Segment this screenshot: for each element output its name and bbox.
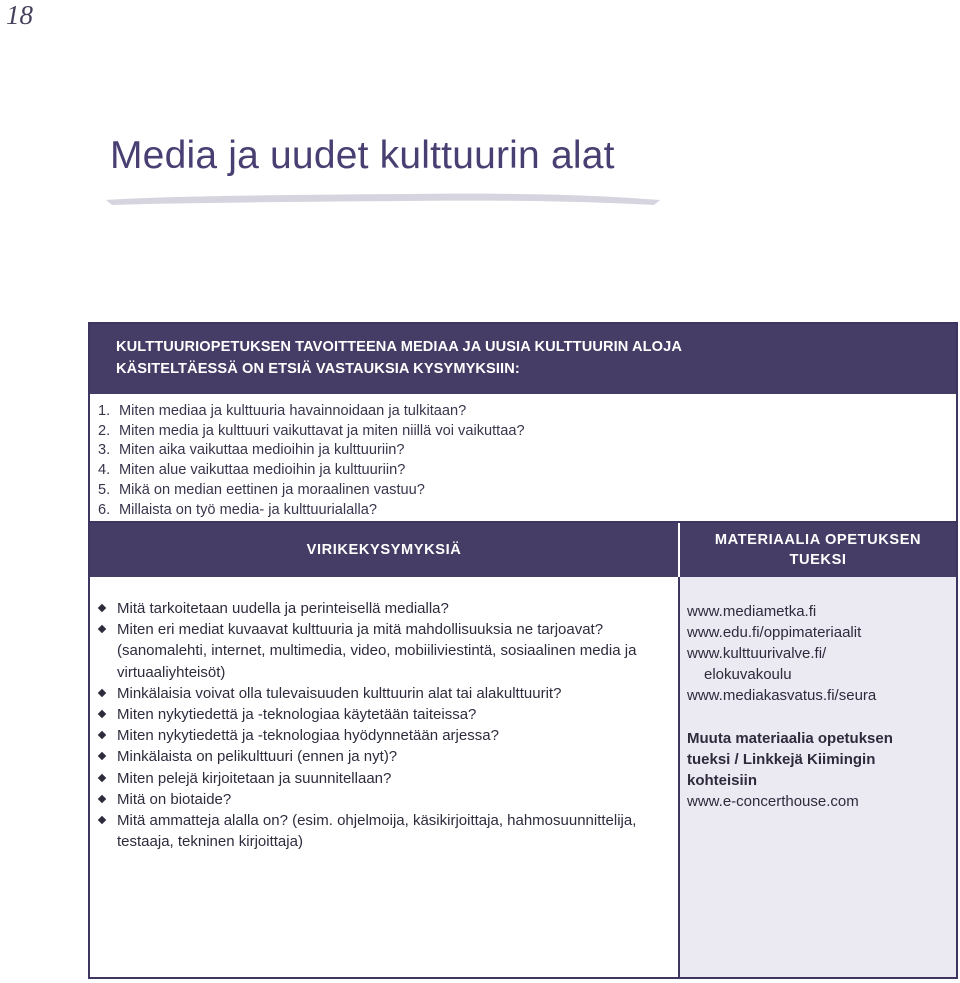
page-title: Media ja uudet kulttuurin alat — [110, 134, 615, 177]
title-underline-brushstroke — [104, 188, 664, 210]
prompt-item: Mitä tarkoitetaan uudella ja perinteisellä medialla? — [97, 598, 678, 619]
question-item: 5. Mikä on median eettinen ja moraalinen vastuu? — [98, 481, 425, 498]
diamond-bullet-icon — [98, 816, 106, 824]
material-link[interactable]: www.e-concerthouse.com — [687, 793, 859, 810]
diamond-bullet-icon — [98, 604, 106, 612]
prompts-column — [90, 577, 678, 977]
material-link[interactable]: www.mediakasvatus.fi/seura — [687, 687, 877, 704]
objectives-header — [90, 324, 956, 394]
question-item: 3. Miten aika vaikuttaa medioihin ja kulttuuriin? — [98, 442, 405, 459]
question-item: 4. Miten alue vaikuttaa medioihin ja kulttuuriin? — [98, 462, 406, 479]
prompts-header: VIRIKEKYSYMYKSIÄ — [306, 542, 462, 558]
material-link[interactable]: www.kulttuurivalve.fi/ — [687, 645, 827, 662]
prompt-item: Miten nykytiedettä ja -teknologiaa käytetään taiteissa? — [97, 704, 678, 725]
prompt-item: Mitä on biotaide? — [97, 789, 678, 810]
prompt-item: Minkälaista on pelikulttuuri (ennen ja nyt)? — [97, 746, 678, 767]
material-link[interactable]: www.mediametka.fi — [687, 603, 817, 620]
diamond-bullet-icon — [98, 710, 106, 718]
question-item: 6. Millaista on työ media- ja kulttuurialalla? — [98, 501, 377, 518]
question-item: 1. Miten mediaa ja kulttuuria havainnoidaan ja tulkitaan? — [98, 403, 467, 419]
diamond-bullet-icon — [98, 625, 106, 633]
materials-header-line2: TUEKSI — [789, 552, 847, 568]
question-item: 2. Miten media ja kulttuuri vaikuttavat ja miten niillä voi vaikuttaa? — [98, 422, 525, 439]
objective-questions-list — [90, 394, 956, 520]
diamond-bullet-icon — [98, 795, 106, 803]
prompt-item: Miten eri mediat kuvaavat kulttuuria ja mitä mahdollisuuksia ne tarjoavat? (sanomalehti, internet, multimedia, video, mobiiliviestintä, sosiaalinen media ja virtuaaliyhteisöt) — [97, 619, 678, 683]
diamond-bullet-icon — [98, 689, 106, 697]
objectives-header-line2: KÄSITELTÄESSÄ ON ETSIÄ VASTAUKSIA KYSYMYKSIIN: — [116, 361, 520, 377]
materials-header-line1: MATERIAALIA OPETUKSEN — [714, 532, 922, 548]
material-link-continuation[interactable]: elokuvakoulu — [704, 666, 792, 683]
materials-header — [678, 523, 956, 577]
prompt-item: Miten nykytiedettä ja -teknologiaa hyödynnetään arjessa? — [97, 725, 678, 746]
objectives-box — [88, 322, 958, 523]
diamond-bullet-icon — [98, 773, 106, 781]
content-row — [88, 577, 958, 979]
section-header-row — [88, 523, 958, 577]
prompts-list — [97, 598, 678, 852]
diamond-bullet-icon — [98, 731, 106, 739]
diamond-bullet-icon — [98, 752, 106, 760]
prompt-item: Mitä ammatteja alalla on? (esim. ohjelmoija, käsikirjoittaja, hahmosuunnittelija, testaaja, tekninen kirjoittaja) — [97, 810, 678, 852]
prompt-item: Miten pelejä kirjoitetaan ja suunnitellaan? — [97, 768, 678, 789]
material-link[interactable]: www.edu.fi/oppimateriaalit — [687, 624, 862, 641]
page-number: 18 — [6, 0, 33, 30]
other-materials-heading: Muuta materiaalia opetuksen tueksi / Linkkejä Kiimingin kohteisiin — [687, 730, 893, 789]
materials-column — [678, 577, 956, 977]
prompt-item: Minkälaisia voivat olla tulevaisuuden kulttuurin alat tai alakulttuurit? — [97, 683, 678, 704]
objectives-header-line1: KULTTUURIOPETUKSEN TAVOITTEENA MEDIAA JA UUSIA KULTTUURIN ALOJA — [116, 339, 682, 355]
